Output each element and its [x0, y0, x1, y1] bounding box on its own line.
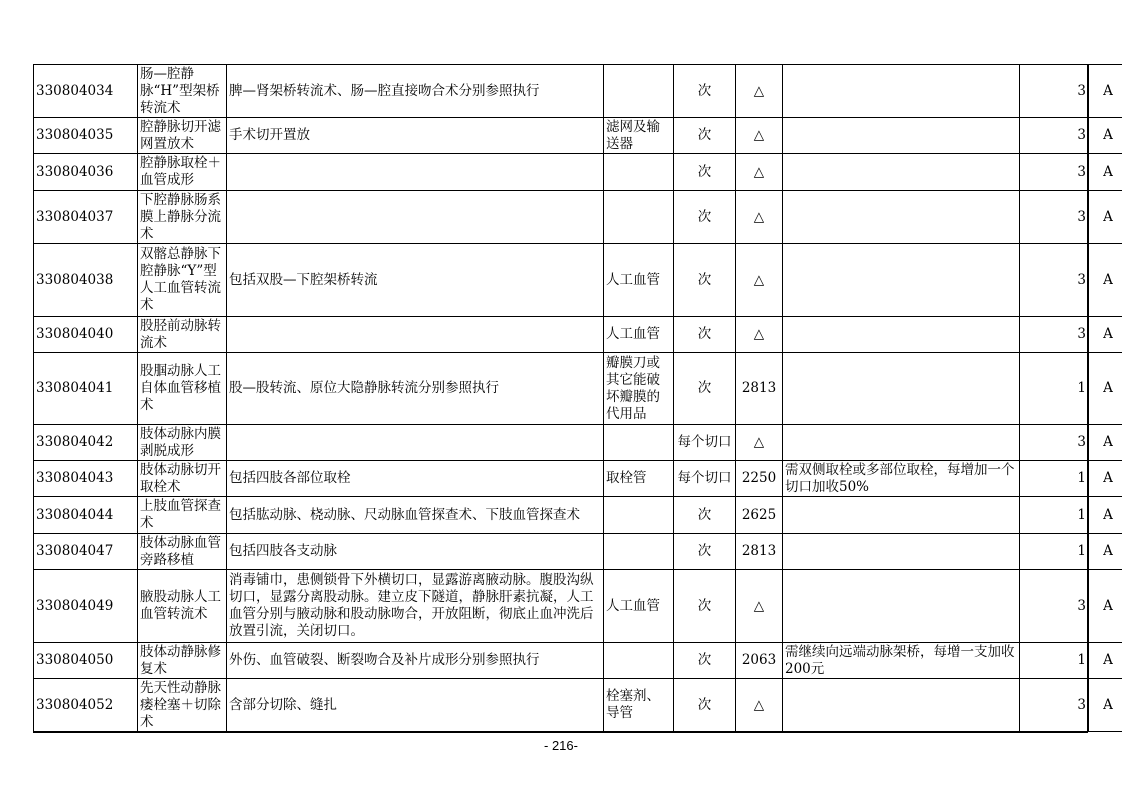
- item-description-cell: 含部分切除、缝扎: [227, 679, 604, 732]
- item-description-cell: [227, 154, 604, 191]
- table-body: [34, 65, 1122, 732]
- grade-cell: A: [1089, 497, 1122, 534]
- item-name-cell: 下腔静脉肠系膜上静脉分流术: [138, 191, 227, 244]
- price-cell: △: [736, 679, 783, 732]
- category-level-cell: 3: [1020, 679, 1089, 732]
- table-row: [34, 118, 1122, 154]
- category-level-cell: 3: [1020, 65, 1089, 118]
- item-name-cell: 腔静脉取栓＋血管成形: [138, 154, 227, 191]
- excluded-material-cell: 人工血管: [604, 570, 674, 643]
- item-description-cell: 包括四肢各部位取栓: [227, 461, 604, 497]
- item-code-cell: 330804044: [34, 497, 138, 534]
- pricing-unit-cell: 次: [674, 679, 736, 732]
- grade-cell: A: [1089, 244, 1122, 317]
- note-cell: [783, 154, 1020, 191]
- price-table: [33, 64, 1122, 732]
- item-code-cell: 330804034: [34, 65, 138, 118]
- price-cell: 2625: [736, 497, 783, 534]
- item-name-cell: 肢体动静脉修复术: [138, 643, 227, 679]
- category-level-cell: 1: [1020, 534, 1089, 570]
- item-description-cell: 手术切开置放: [227, 118, 604, 154]
- item-name-cell: 肢体动脉血管旁路移植: [138, 534, 227, 570]
- grade-cell: A: [1089, 425, 1122, 461]
- note-cell: [783, 534, 1020, 570]
- item-code-cell: 330804047: [34, 534, 138, 570]
- item-code-cell: 330804041: [34, 353, 138, 425]
- note-cell: [783, 65, 1020, 118]
- category-level-cell: 1: [1020, 353, 1089, 425]
- table-row: [34, 425, 1122, 461]
- table-row: [34, 65, 1122, 118]
- pricing-unit-cell: 次: [674, 244, 736, 317]
- category-level-cell: 3: [1020, 154, 1089, 191]
- excluded-material-cell: [604, 643, 674, 679]
- item-description-cell: 包括双股—下腔架桥转流: [227, 244, 604, 317]
- item-name-cell: 腋股动脉人工血管转流术: [138, 570, 227, 643]
- price-cell: △: [736, 154, 783, 191]
- pricing-unit-cell: 次: [674, 191, 736, 244]
- pricing-unit-cell: 次: [674, 534, 736, 570]
- item-description-cell: 包括肱动脉、桡动脉、尺动脉血管探查术、下肢血管探查术: [227, 497, 604, 534]
- table-row: [34, 534, 1122, 570]
- item-name-cell: 肠—腔静脉“H”型架桥转流术: [138, 65, 227, 118]
- excluded-material-cell: 取栓管: [604, 461, 674, 497]
- item-description-cell: [227, 425, 604, 461]
- item-name-cell: 肢体动脉内膜剥脱成形: [138, 425, 227, 461]
- grade-cell: A: [1089, 534, 1122, 570]
- item-code-cell: 330804049: [34, 570, 138, 643]
- item-name-cell: 腔静脉切开滤网置放术: [138, 118, 227, 154]
- item-name-cell: 股胫前动脉转流术: [138, 317, 227, 353]
- item-code-cell: 330804043: [34, 461, 138, 497]
- excluded-material-cell: [604, 154, 674, 191]
- excluded-material-cell: [604, 534, 674, 570]
- note-cell: [783, 497, 1020, 534]
- item-name-cell: 上肢血管探查术: [138, 497, 227, 534]
- item-code-cell: 330804050: [34, 643, 138, 679]
- item-name-cell: 股腘动脉人工自体血管移植术: [138, 353, 227, 425]
- excluded-material-cell: 滤网及输送器: [604, 118, 674, 154]
- excluded-material-cell: [604, 65, 674, 118]
- item-code-cell: 330804035: [34, 118, 138, 154]
- grade-cell: A: [1089, 679, 1122, 732]
- table-row: [34, 353, 1122, 425]
- pricing-unit-cell: 次: [674, 65, 736, 118]
- item-code-cell: 330804042: [34, 425, 138, 461]
- note-cell: 需继续向远端动脉架桥，每增一支加收200元: [783, 643, 1020, 679]
- pricing-unit-cell: 次: [674, 154, 736, 191]
- pricing-unit-cell: 次: [674, 497, 736, 534]
- table-row: [34, 497, 1122, 534]
- category-level-cell: 1: [1020, 643, 1089, 679]
- category-level-cell: 3: [1020, 425, 1089, 461]
- note-cell: [783, 570, 1020, 643]
- excluded-material-cell: [604, 497, 674, 534]
- grade-cell: A: [1089, 353, 1122, 425]
- excluded-material-cell: 人工血管: [604, 317, 674, 353]
- table-row: [34, 461, 1122, 497]
- pricing-unit-cell: 每个切口: [674, 461, 736, 497]
- category-level-cell: 1: [1020, 497, 1089, 534]
- item-code-cell: 330804037: [34, 191, 138, 244]
- table-row: [34, 643, 1122, 679]
- item-code-cell: 330804040: [34, 317, 138, 353]
- item-name-cell: 肢体动脉切开取栓术: [138, 461, 227, 497]
- pricing-unit-cell: 次: [674, 118, 736, 154]
- category-level-cell: 3: [1020, 570, 1089, 643]
- note-cell: [783, 353, 1020, 425]
- grade-cell: A: [1089, 191, 1122, 244]
- pricing-unit-cell: 每个切口: [674, 425, 736, 461]
- grade-cell: A: [1089, 154, 1122, 191]
- note-cell: [783, 118, 1020, 154]
- table-row: [34, 244, 1122, 317]
- price-cell: 2063: [736, 643, 783, 679]
- item-code-cell: 330804038: [34, 244, 138, 317]
- price-cell: △: [736, 65, 783, 118]
- note-cell: [783, 191, 1020, 244]
- table-row: [34, 570, 1122, 643]
- excluded-material-cell: 瓣膜刀或其它能破坏瓣膜的代用品: [604, 353, 674, 425]
- category-level-cell: 3: [1020, 191, 1089, 244]
- grade-cell: A: [1089, 65, 1122, 118]
- pricing-unit-cell: 次: [674, 353, 736, 425]
- category-level-cell: 3: [1020, 317, 1089, 353]
- item-description-cell: 股—股转流、原位大隐静脉转流分别参照执行: [227, 353, 604, 425]
- table-row: [34, 154, 1122, 191]
- excluded-material-cell: 人工血管: [604, 244, 674, 317]
- grade-cell: A: [1089, 570, 1122, 643]
- pricing-unit-cell: 次: [674, 643, 736, 679]
- category-level-cell: 3: [1020, 118, 1089, 154]
- note-cell: [783, 425, 1020, 461]
- item-description-cell: [227, 317, 604, 353]
- price-cell: △: [736, 570, 783, 643]
- item-description-cell: [227, 191, 604, 244]
- grade-cell: A: [1089, 118, 1122, 154]
- item-code-cell: 330804036: [34, 154, 138, 191]
- grade-cell: A: [1089, 643, 1122, 679]
- item-name-cell: 先天性动静脉瘘栓塞＋切除术: [138, 679, 227, 732]
- price-cell: △: [736, 118, 783, 154]
- grade-cell: A: [1089, 317, 1122, 353]
- grade-cell: A: [1089, 461, 1122, 497]
- price-cell: 2250: [736, 461, 783, 497]
- category-level-cell: 1: [1020, 461, 1089, 497]
- pricing-unit-cell: 次: [674, 570, 736, 643]
- excluded-material-cell: 栓塞剂、导管: [604, 679, 674, 732]
- item-name-cell: 双髂总静脉下腔静脉“Y”型人工血管转流术: [138, 244, 227, 317]
- category-level-cell: 3: [1020, 244, 1089, 317]
- excluded-material-cell: [604, 425, 674, 461]
- table-row: [34, 317, 1122, 353]
- page-number: - 216-: [544, 738, 578, 753]
- item-code-cell: 330804052: [34, 679, 138, 732]
- price-cell: △: [736, 191, 783, 244]
- table-row: [34, 191, 1122, 244]
- price-cell: △: [736, 244, 783, 317]
- note-cell: 需双侧取栓或多部位取栓，每增加一个切口加收50%: [783, 461, 1020, 497]
- item-description-cell: 包括四肢各支动脉: [227, 534, 604, 570]
- price-cell: △: [736, 425, 783, 461]
- pricing-unit-cell: 次: [674, 317, 736, 353]
- excluded-material-cell: [604, 191, 674, 244]
- item-description-cell: 消毒铺巾，患侧锁骨下外横切口，显露游离腋动脉。腹股沟纵切口，显露分离股动脉。建立皮下隧道，静脉肝素抗凝，人工血管分别与腋动脉和股动脉吻合，开放阻断，彻底止血冲洗后放置引流，关闭切口。: [227, 570, 604, 643]
- note-cell: [783, 679, 1020, 732]
- table-row: [34, 679, 1122, 732]
- item-description-cell: 脾—肾架桥转流术、肠—腔直接吻合术分别参照执行: [227, 65, 604, 118]
- price-cell: △: [736, 317, 783, 353]
- item-description-cell: 外伤、血管破裂、断裂吻合及补片成形分别参照执行: [227, 643, 604, 679]
- price-cell: 2813: [736, 353, 783, 425]
- price-cell: 2813: [736, 534, 783, 570]
- note-cell: [783, 244, 1020, 317]
- note-cell: [783, 317, 1020, 353]
